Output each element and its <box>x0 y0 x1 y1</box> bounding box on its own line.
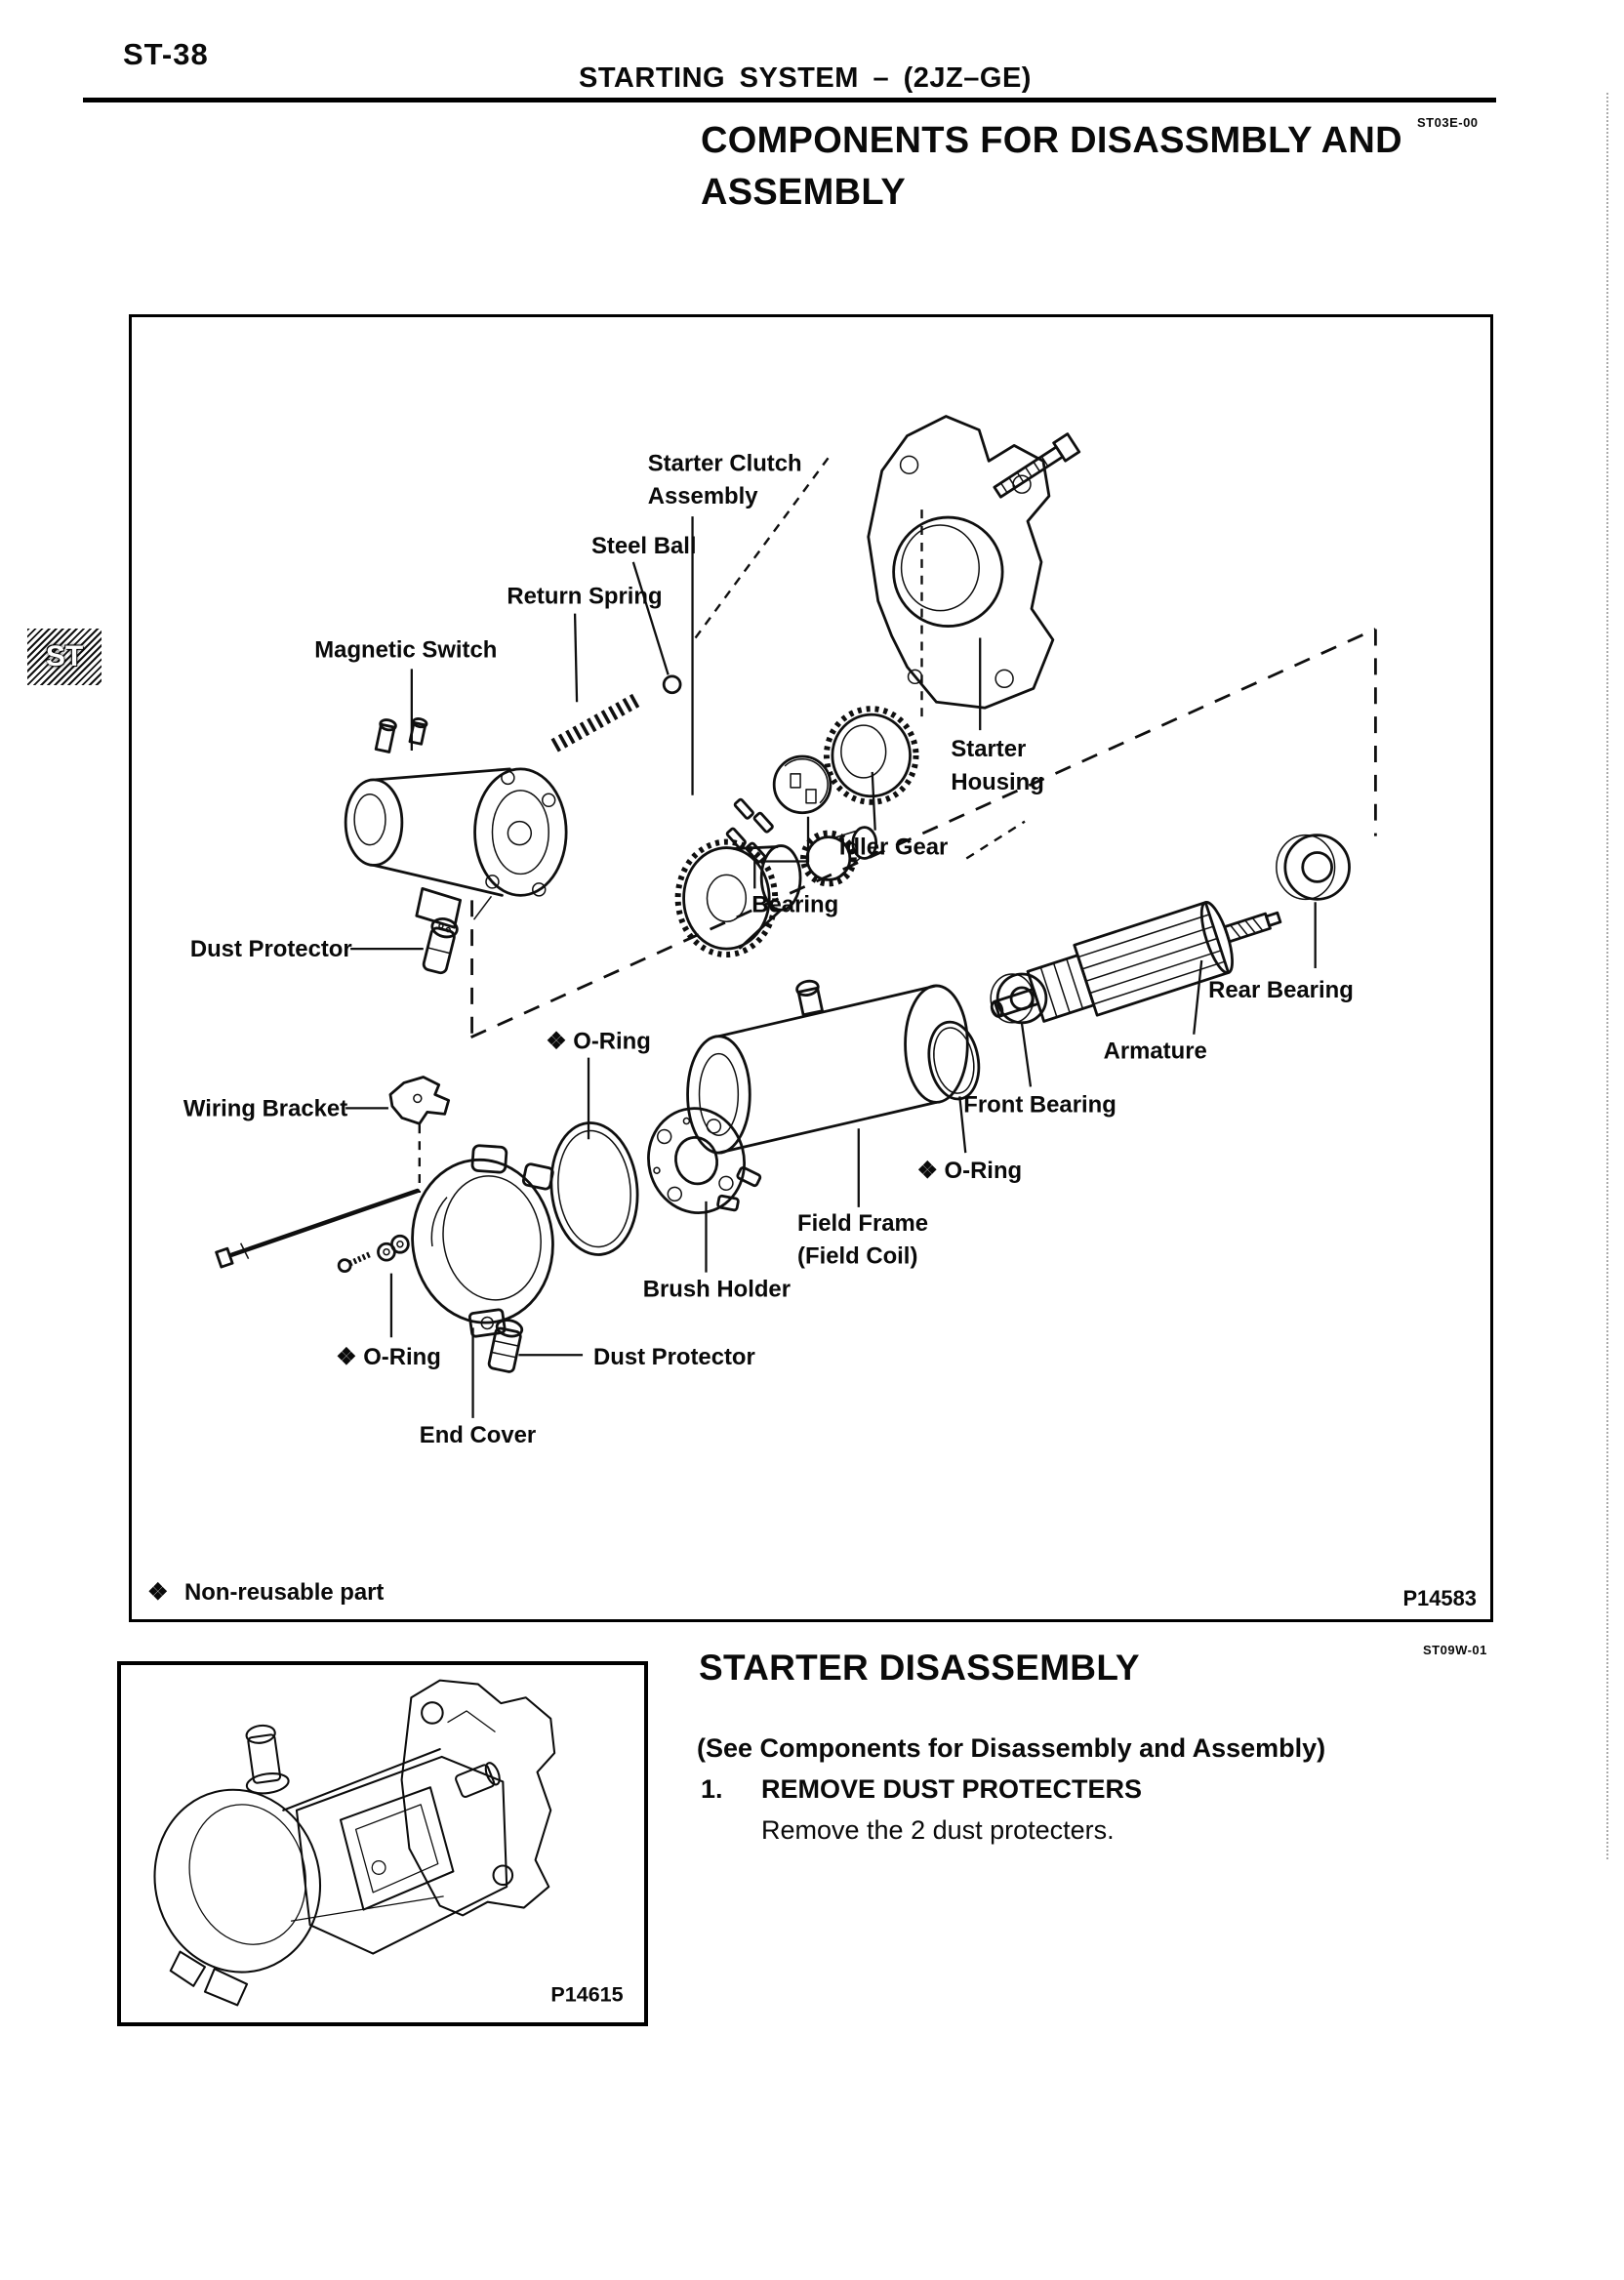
part-label-wiring-bracket: Wiring Bracket <box>183 1095 348 1122</box>
non-reusable-diamond-icon: ❖ <box>147 1579 169 1607</box>
starter-assembly-sketch <box>121 1665 644 2022</box>
part-label-dust-protector-1: Dust Protector <box>189 936 352 963</box>
dust-protector-1-part <box>422 916 459 974</box>
part-label-armature: Armature <box>1103 1038 1207 1065</box>
part-label-bearing: Bearing <box>751 891 839 918</box>
rear-bearing-part <box>1277 835 1350 900</box>
part-label-o-ring-2: ❖ O-Ring <box>916 1158 1023 1185</box>
part-label-starter-clutch-assembly: Starter Clutch Assembly <box>647 450 802 510</box>
leader-line-front-bearing <box>1022 1024 1031 1087</box>
end-cover-part <box>400 1135 576 1344</box>
page-title <box>701 115 1402 219</box>
part-label-o-ring-1: ❖ O-Ring <box>546 1028 651 1055</box>
bearing-rollers-part <box>726 798 773 863</box>
figure-code-photo: P14615 <box>550 1982 624 2007</box>
step-number: 1. <box>701 1774 723 1804</box>
doc-code-top: ST03E-00 <box>1417 115 1479 130</box>
leader-line-idler-gear <box>873 772 875 831</box>
part-label-steel-ball: Steel Ball <box>591 532 697 559</box>
figure-code-diagram: P14583 <box>1402 1586 1477 1611</box>
idler-gear-part <box>827 709 916 802</box>
section-title: STARTER DISASSEMBLY <box>699 1648 1140 1688</box>
o-ring-1-part <box>545 1119 643 1259</box>
non-reusable-legend <box>147 1579 384 1606</box>
exploded-diagram <box>132 317 1490 1619</box>
magnetic-switch-part <box>345 717 566 927</box>
scan-edge-artifact <box>1606 93 1608 1859</box>
return-spring-part <box>554 699 638 746</box>
leader-line-steel-ball <box>633 562 669 674</box>
non-reusable-legend-text: Non-reusable part <box>184 1579 385 1607</box>
small-o-rings-part <box>339 1236 408 1271</box>
part-label-o-ring-3: ❖ O-Ring <box>336 1344 441 1371</box>
exploded-diagram-figure <box>129 314 1493 1622</box>
part-label-magnetic-switch: Magnetic Switch <box>314 636 498 664</box>
section-tab <box>27 629 102 685</box>
assembly-axis-dashed-lines <box>420 452 1376 1193</box>
through-bolt-part <box>217 1191 418 1267</box>
part-label-field-frame: Field Frame (Field Coil) <box>797 1209 929 1270</box>
wiring-bracket-part <box>390 1077 449 1123</box>
part-label-return-spring: Return Spring <box>507 583 663 610</box>
step-heading-row <box>701 1774 1142 1805</box>
header-title: STARTING SYSTEM – (2JZ–GE) <box>579 62 1032 94</box>
part-label-dust-protector-2: Dust Protector <box>593 1344 755 1371</box>
part-label-rear-bearing: Rear Bearing <box>1208 976 1354 1003</box>
part-label-end-cover: End Cover <box>419 1421 537 1448</box>
starter-assembly-drawing <box>136 1681 554 2006</box>
section-tab-label: ST <box>45 640 84 672</box>
part-label-idler-gear: Idler Gear <box>838 834 949 861</box>
mounting-bolt-part <box>992 434 1079 502</box>
field-frame-part <box>688 979 968 1153</box>
steel-ball-part <box>664 676 680 693</box>
section-reference: (See Components for Disassembly and Assembly) <box>697 1733 1326 1763</box>
page-number: ST-38 <box>123 37 209 71</box>
leader-line-return-spring <box>575 614 577 703</box>
doc-code-section: ST09W-01 <box>1423 1643 1487 1657</box>
part-label-brush-holder: Brush Holder <box>642 1276 792 1303</box>
starter-photo-figure <box>117 1661 648 2026</box>
header-rule <box>83 98 1496 102</box>
page-title-line1: COMPONENTS FOR DISASSMBLY AND <box>701 120 1402 161</box>
bearing-retainer-part <box>774 756 831 813</box>
part-label-starter-housing: Starter Housing <box>951 735 1044 795</box>
dust-protector-2-part <box>488 1318 523 1372</box>
page-title-line2: ASSEMBLY <box>701 172 907 213</box>
step-title: REMOVE DUST PROTECTERS <box>761 1774 1143 1804</box>
part-label-front-bearing: Front Bearing <box>963 1091 1116 1119</box>
step-body-text: Remove the 2 dust protecters. <box>761 1815 1115 1845</box>
starter-housing-part <box>869 417 1053 709</box>
